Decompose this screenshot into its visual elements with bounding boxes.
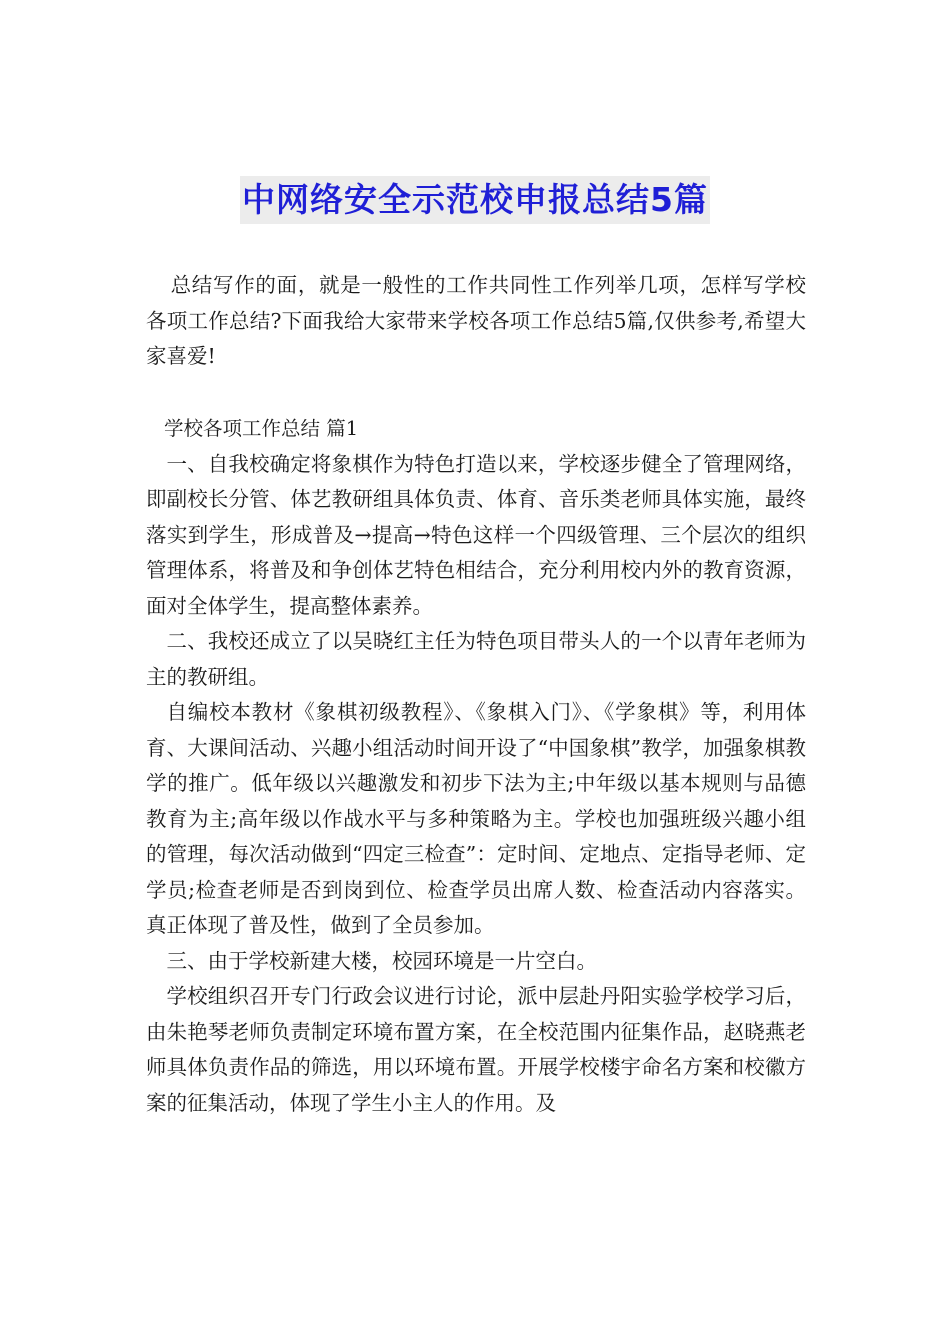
body-paragraph-5: 学校组织召开专门行政会议进行讨论，派中层赴丹阳实验学校学习后，由朱艳琴老师负责制定环境布置方案，在全校范围内征集作品，赵晓燕老师具体负责作品的筛选，用以环境布置。开展学校楼宇命名方案和校徽方案的征集活动，体现了学生小主人的作用。及 — [146, 984, 806, 1115]
document-title: 中网络安全示范校申报总结5篇 — [240, 176, 710, 224]
body-paragraph-2: 二、我校还成立了以吴晓红主任为特色项目带头人的一个以青年老师为主的教研组。 — [146, 629, 806, 689]
body-paragraph-3: 自编校本教材《象棋初级教程》、《象棋入门》、《学象棋》等，利用体育、大课间活动、兴趣小组活动时间开设了“中国象棋”教学，加强象棋教学的推广。低年级以兴趣激发和初步下法为主;中年级以基本规则与品德教育为主;高年级以作战水平与多种策略为主。学校也加强班级兴趣小组的管理，每次活动做到“四定三检查”：定时间、定地点、定指导老师、定学员;检查老师是否到岗到位、检查学员出席人数、检查活动内容落实。真正体现了普及性，做到了全员参加。 — [146, 700, 806, 937]
title-container — [0, 176, 950, 224]
body-paragraph-4: 三、由于学校新建大楼，校园环境是一片空白。 — [166, 948, 597, 973]
body-paragraph-1: 一、自我校确定将象棋作为特色打造以来，学校逐步健全了管理网络，即副校长分管、体艺教研组具体负责、体育、音乐类老师具体实施，最终落实到学生，形成普及→提高→特色这样一个四级管理、三个层次的组织管理体系，将普及和争创体艺特色相结合，充分利用校内外的教育资源，面对全体学生，提高整体素养。 — [146, 451, 806, 618]
document-body — [146, 268, 806, 1121]
paragraph-spacer — [146, 375, 806, 411]
section-heading: 学校各项工作总结 篇1 — [164, 416, 359, 440]
intro-paragraph: 总结写作的面，就是一般性的工作共同性工作列举几项，怎样写学校各项工作总结?下面我给大家带来学校各项工作总结5篇,仅供参考,希望大家喜爱! — [146, 273, 806, 368]
